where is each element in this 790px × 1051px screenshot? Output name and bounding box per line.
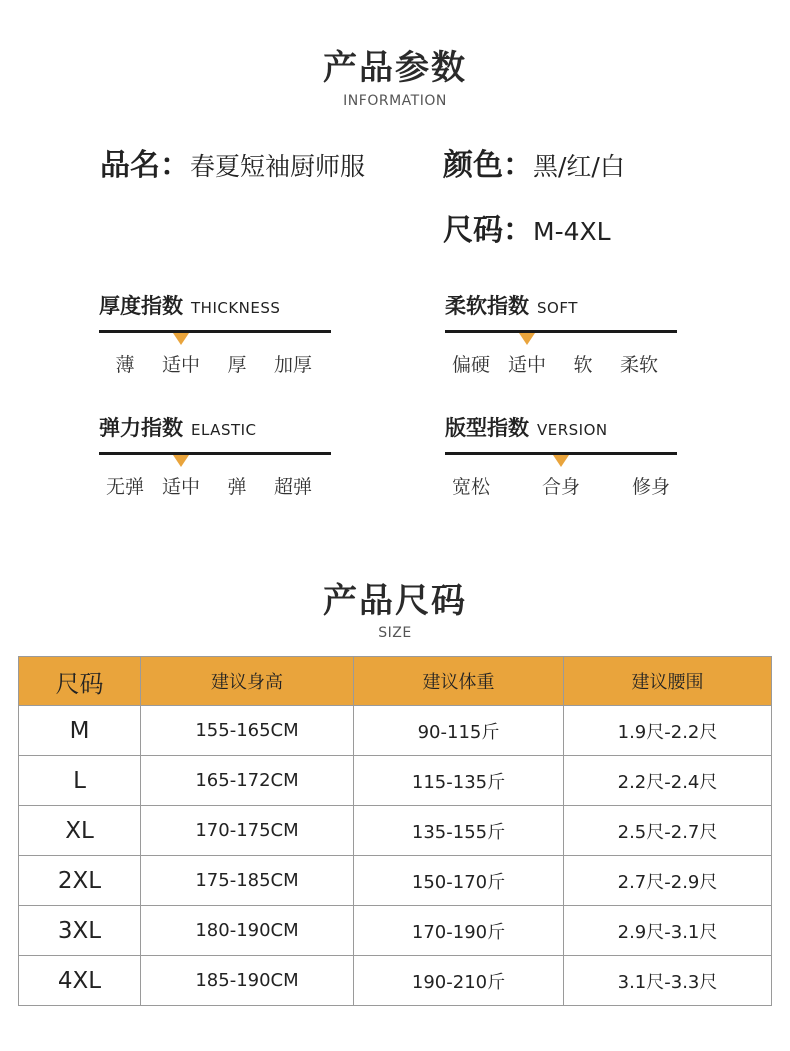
index-title-en: ELASTIC [191,421,257,439]
size-table-body [19,706,772,1006]
size-section-title: 产品尺码 [323,581,467,621]
header-waist: 建议腰围 [564,657,772,706]
index-option: 软 [573,354,593,376]
product-name-value: 春夏短袖厨师服 [190,152,366,181]
index-title-cn: 版型指数 [445,416,529,440]
index-option: 弹 [227,476,247,498]
index-marker-icon [553,455,569,467]
table-row [19,706,772,756]
table-cell: 170-175CM [141,806,354,856]
index-title-en: THICKNESS [191,299,281,317]
table-cell: 165-172CM [141,756,354,806]
table-cell: 2.2尺-2.4尺 [564,756,772,806]
table-cell: 190-210斤 [354,956,564,1006]
table-cell: XL [19,806,141,856]
table-cell: 3.1尺-3.3尺 [564,956,772,1006]
header-height: 建议身高 [141,657,354,706]
elastic-index [99,412,339,498]
table-cell: 2.7尺-2.9尺 [564,856,772,906]
table-cell: 155-165CM [141,706,354,756]
product-color-label: 颜色： [443,148,533,183]
index-option: 适中 [161,354,201,376]
table-row [19,906,772,956]
version-index [445,412,685,498]
size-table [18,656,772,1006]
index-title-en: SOFT [537,299,578,317]
product-name-row [100,140,365,184]
table-cell: 185-190CM [141,956,354,1006]
table-cell: 2.9尺-3.1尺 [564,906,772,956]
table-row [19,806,772,856]
table-cell: 1.9尺-2.2尺 [564,706,772,756]
index-title-en: VERSION [537,421,608,439]
table-cell: L [19,756,141,806]
info-section-title: 产品参数 [323,48,467,88]
table-cell: M [19,706,141,756]
index-option: 超弹 [273,476,313,498]
index-option: 适中 [507,354,547,376]
index-option: 柔软 [619,354,659,376]
table-cell: 2XL [19,856,141,906]
table-row [19,756,772,806]
index-option: 宽松 [451,476,491,498]
info-section-subtitle: INFORMATION [343,93,447,109]
header-weight: 建议体重 [354,657,564,706]
size-section-subtitle: SIZE [378,625,412,641]
table-row [19,956,772,1006]
index-title-cn: 厚度指数 [99,294,183,318]
product-color-value: 黑/红/白 [533,152,625,181]
header-size: 尺码 [19,657,141,706]
table-cell: 115-135斤 [354,756,564,806]
table-cell: 175-185CM [141,856,354,906]
index-title-cn: 弹力指数 [99,416,183,440]
product-size-value: M-4XL [533,217,611,246]
index-title [445,412,685,442]
index-marker-icon [519,333,535,345]
product-color-row [443,140,625,184]
index-scale-line [99,452,331,455]
table-cell: 3XL [19,906,141,956]
table-cell: 2.5尺-2.7尺 [564,806,772,856]
index-scale-line [445,330,677,333]
index-title [445,290,685,320]
index-option: 修身 [631,476,671,498]
table-cell: 150-170斤 [354,856,564,906]
index-option: 加厚 [273,354,313,376]
index-title [99,290,339,320]
product-size-label: 尺码： [443,213,533,248]
table-row [19,856,772,906]
table-cell: 170-190斤 [354,906,564,956]
index-scale-line [99,330,331,333]
index-option: 厚 [227,354,247,376]
index-title-cn: 柔软指数 [445,294,529,318]
index-option: 偏硬 [451,354,491,376]
table-cell: 135-155斤 [354,806,564,856]
table-cell: 90-115斤 [354,706,564,756]
index-marker-icon [173,333,189,345]
index-marker-icon [173,455,189,467]
index-option: 无弹 [105,476,145,498]
thickness-index [99,290,339,376]
index-title [99,412,339,442]
table-cell: 180-190CM [141,906,354,956]
size-table-header-row [19,657,772,706]
index-option: 适中 [161,476,201,498]
softness-index [445,290,685,376]
product-name-label: 品名： [100,148,190,183]
index-option: 薄 [115,354,135,376]
product-size-row [443,205,611,249]
table-cell: 4XL [19,956,141,1006]
index-option: 合身 [541,476,581,498]
